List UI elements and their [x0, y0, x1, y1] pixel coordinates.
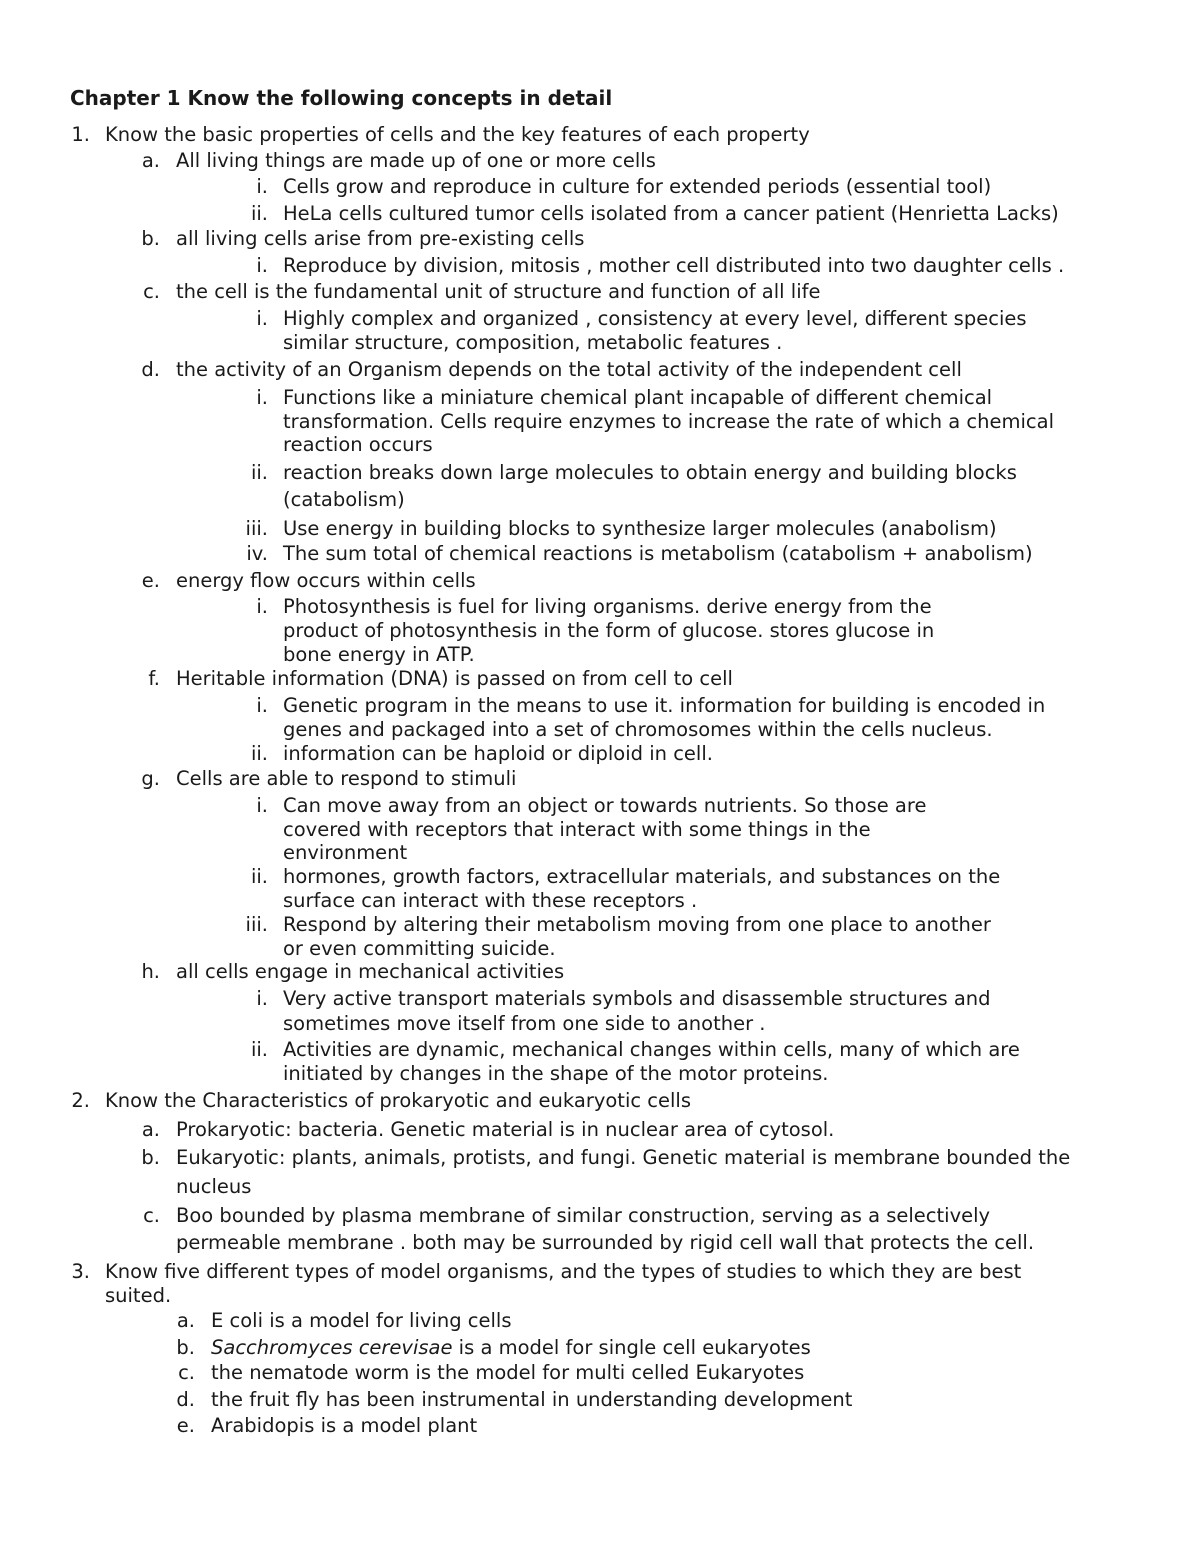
- subitem-text: environment: [283, 841, 408, 864]
- subitem-text: similar structure, composition, metabolic features .: [283, 331, 783, 354]
- item-marker: f.: [148, 667, 160, 690]
- item-text: all living cells arise from pre-existing cells: [176, 227, 585, 250]
- subitem-marker: iii.: [245, 913, 268, 936]
- item-text: [211, 1336, 811, 1360]
- subitem-text: Functions like a miniature chemical plant incapable of different chemical: [283, 386, 993, 409]
- item-marker: e.: [176, 1414, 195, 1437]
- subitem-marker: ii.: [250, 742, 268, 765]
- subitem-marker: iii.: [245, 517, 268, 540]
- subitem-marker: i.: [256, 595, 268, 618]
- section-number: 2.: [71, 1089, 90, 1112]
- item-text: Cells are able to respond to stimuli: [176, 767, 517, 790]
- subitem-marker: i.: [256, 175, 268, 198]
- subitem-text: The sum total of chemical reactions is metabolism (catabolism + anabolism): [283, 542, 1033, 565]
- subitem-marker: i.: [256, 386, 268, 409]
- subitem-text: (catabolism): [283, 488, 405, 511]
- item-text: permeable membrane . both may be surrounded by rigid cell wall that protects the cell.: [176, 1231, 1035, 1254]
- subitem-text: information can be haploid or diploid in cell.: [283, 742, 713, 765]
- item-marker: a.: [176, 1309, 195, 1332]
- item-marker: h.: [141, 960, 160, 983]
- subitem-marker: ii.: [250, 461, 268, 484]
- subitem-text: genes and packaged into a set of chromosomes within the cells nucleus.: [283, 718, 993, 741]
- item-text: Boo bounded by plasma membrane of similar construction, serving as a selectively: [176, 1204, 991, 1227]
- subitem-marker: ii.: [250, 1038, 268, 1061]
- item-text-rest: is a model for single cell eukaryotes: [452, 1336, 811, 1359]
- item-text: nucleus: [176, 1175, 252, 1198]
- section-heading: Know the basic properties of cells and the key features of each property: [105, 123, 810, 146]
- subitem-marker: i.: [256, 794, 268, 817]
- item-text: E coli is a model for living cells: [211, 1309, 512, 1332]
- subitem-marker: ii.: [250, 865, 268, 888]
- subitem-text: reaction breaks down large molecules to obtain energy and building blocks: [283, 461, 1017, 484]
- item-marker: c.: [143, 1204, 160, 1227]
- item-text: Eukaryotic: plants, animals, protists, and fungi. Genetic material is membrane bounded the: [176, 1146, 1071, 1169]
- subitem-text: Can move away from an object or towards nutrients. So those are: [283, 794, 927, 817]
- subitem-marker: iv.: [246, 542, 268, 565]
- subitem-text: reaction occurs: [283, 433, 433, 456]
- item-text: energy flow occurs within cells: [176, 569, 476, 592]
- item-text: the nematode worm is the model for multi celled Eukaryotes: [211, 1361, 805, 1384]
- species-name: Sacchromyces cerevisae: [211, 1336, 453, 1359]
- item-marker: a.: [141, 1118, 160, 1141]
- section-heading: Know five different types of model organisms, and the types of studies to which they are best: [105, 1260, 1022, 1283]
- item-marker: d.: [176, 1388, 195, 1411]
- subitem-text: product of photosynthesis in the form of glucose. stores glucose in: [283, 619, 935, 642]
- subitem-text: initiated by changes in the shape of the motor proteins.: [283, 1062, 829, 1085]
- subitem-marker: i.: [256, 254, 268, 277]
- item-marker: a.: [141, 149, 160, 172]
- subitem-text: Use energy in building blocks to synthesize larger molecules (anabolism): [283, 517, 997, 540]
- page-title: Chapter 1 Know the following concepts in detail: [70, 86, 613, 110]
- item-marker: b.: [141, 227, 160, 250]
- item-text: all cells engage in mechanical activities: [176, 960, 565, 983]
- item-marker: b.: [141, 1146, 160, 1169]
- subitem-marker: i.: [256, 987, 268, 1010]
- item-marker: e.: [141, 569, 160, 592]
- item-marker: b.: [176, 1336, 195, 1359]
- item-marker: g.: [141, 767, 160, 790]
- section-heading: Know the Characteristics of prokaryotic and eukaryotic cells: [105, 1089, 691, 1112]
- item-text: Heritable information (DNA) is passed on from cell to cell: [176, 667, 733, 690]
- subitem-text: Highly complex and organized , consistency at every level, different species: [283, 307, 1027, 330]
- item-text: Arabidopis is a model plant: [211, 1414, 478, 1437]
- subitem-text: Very active transport materials symbols and disassemble structures and: [283, 987, 991, 1010]
- item-text: All living things are made up of one or more cells: [176, 149, 656, 172]
- subitem-text: bone energy in ATP.: [283, 643, 475, 666]
- subitem-text: Genetic program in the means to use it. information for building is encoded in: [283, 694, 1046, 717]
- item-marker: d.: [141, 358, 160, 381]
- section-number: 1.: [71, 123, 90, 146]
- subitem-text: Reproduce by division, mitosis , mother cell distributed into two daughter cells .: [283, 254, 1065, 277]
- item-text: the activity of an Organism depends on the total activity of the independent cell: [176, 358, 962, 381]
- section-number: 3.: [71, 1260, 90, 1283]
- subitem-text: sometimes move itself from one side to another .: [283, 1012, 766, 1035]
- subitem-text: Respond by altering their metabolism moving from one place to another: [283, 913, 991, 936]
- subitem-marker: i.: [256, 307, 268, 330]
- subitem-text: Cells grow and reproduce in culture for extended periods (essential tool): [283, 175, 992, 198]
- item-text: the fruit fly has been instrumental in understanding development: [211, 1388, 853, 1411]
- subitem-text: HeLa cells cultured tumor cells isolated from a cancer patient (Henrietta Lacks): [283, 202, 1059, 225]
- item-marker: c.: [178, 1361, 195, 1384]
- subitem-text: covered with receptors that interact with some things in the: [283, 818, 871, 841]
- subitem-text: or even committing suicide.: [283, 937, 556, 960]
- subitem-marker: ii.: [250, 202, 268, 225]
- subitem-marker: i.: [256, 694, 268, 717]
- section-heading: suited.: [105, 1284, 172, 1307]
- item-text: the cell is the fundamental unit of structure and function of all life: [176, 280, 821, 303]
- item-text: Prokaryotic: bacteria. Genetic material is in nuclear area of cytosol.: [176, 1118, 835, 1141]
- subitem-text: Activities are dynamic, mechanical changes within cells, many of which are: [283, 1038, 1020, 1061]
- subitem-text: hormones, growth factors, extracellular materials, and substances on the: [283, 865, 1001, 888]
- subitem-text: Photosynthesis is fuel for living organisms. derive energy from the: [283, 595, 932, 618]
- subitem-text: transformation. Cells require enzymes to increase the rate of which a chemical: [283, 410, 1055, 433]
- subitem-text: surface can interact with these receptors .: [283, 889, 698, 912]
- item-marker: c.: [143, 280, 160, 303]
